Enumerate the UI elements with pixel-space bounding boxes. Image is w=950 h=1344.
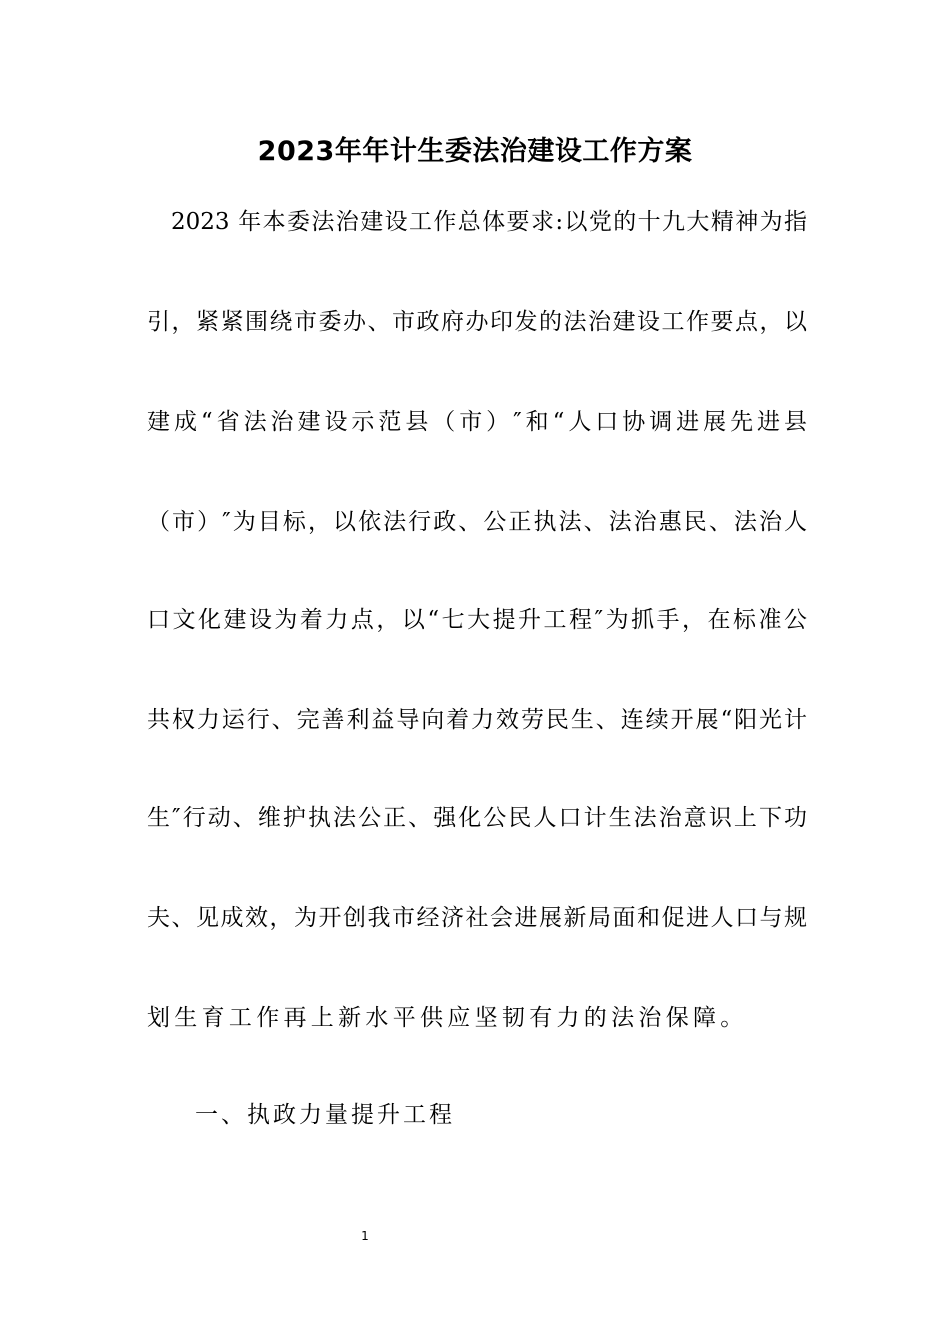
section-heading: 一、执政力量提升工程 [195, 1102, 455, 1128]
paragraph-line: 建成“省法治建设示范县（市）″和“人口协调进展先进县 [147, 409, 807, 435]
page-number: 1 [361, 1229, 369, 1243]
paragraph-line: 夫、见成效，为开创我市经济社会进展新局面和促进人口与规 [147, 905, 807, 931]
paragraph-line: 生″行动、维护执法公正、强化公民人口计生法治意识上下功 [147, 805, 807, 831]
paragraph-line: 口文化建设为着力点，以“七大提升工程″为抓手，在标准公 [147, 607, 807, 633]
document-title: 2023年年计生委法治建设工作方案 [257, 136, 693, 167]
paragraph-line: 2023 年本委法治建设工作总体要求:以党的十九大精神为指 [171, 209, 807, 235]
paragraph-line: 共权力运行、完善利益导向着力效劳民生、连续开展“阳光计 [147, 707, 807, 733]
paragraph-line: 引，紧紧围绕市委办、市政府办印发的法治建设工作要点，以 [147, 309, 807, 335]
paragraph-line: （市）″为目标，以依法行政、公正执法、法治惠民、法治人 [147, 509, 807, 535]
paragraph-line: 划生育工作再上新水平供应坚韧有力的法治保障。 [147, 1005, 748, 1031]
